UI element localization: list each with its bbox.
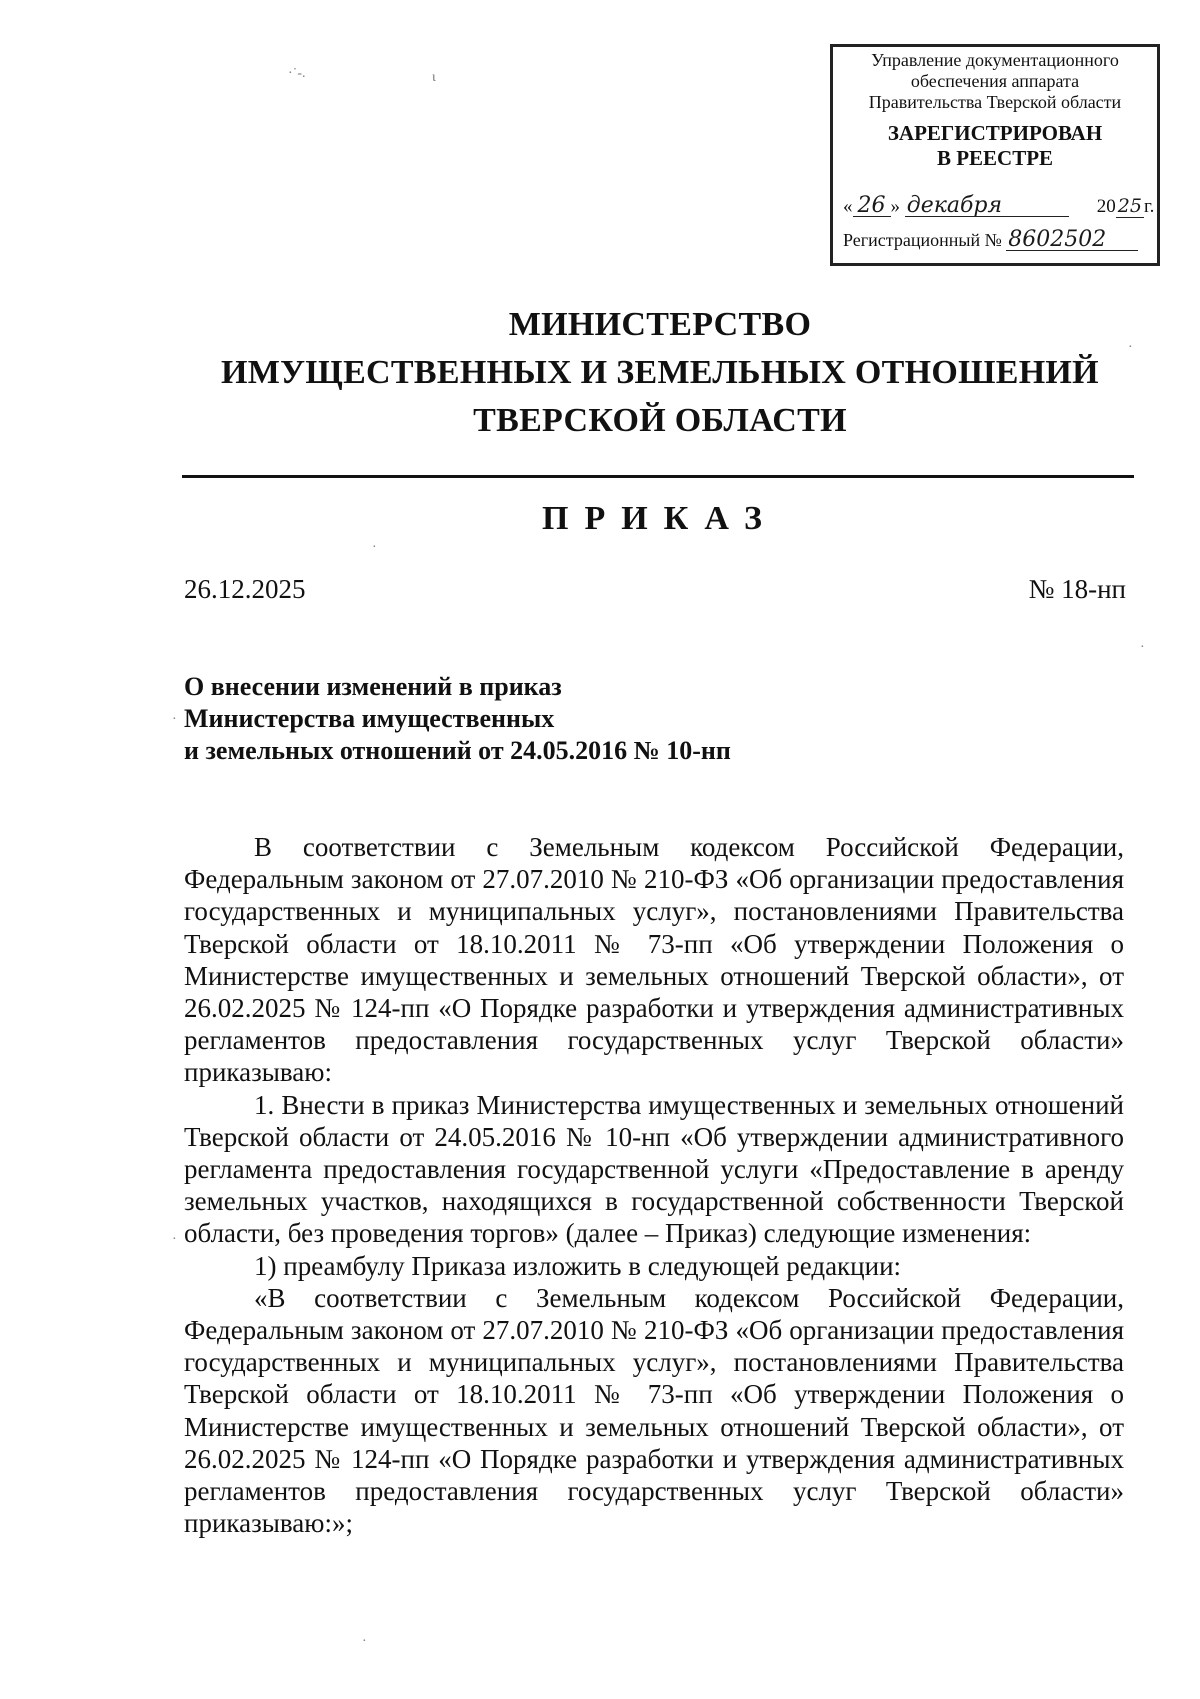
ministry-name-line3: ТВЕРСКОЙ ОБЛАСТИ <box>473 402 847 439</box>
stamp-registered-line1: ЗАРЕГИСТРИРОВАН <box>887 121 1103 145</box>
body-paragraph-preamble: В соответствии с Земельным кодексом Российской Федерации, Федеральным законом от 27.07.2010 № 210-ФЗ «Об организации предоставления государственных и муниципальных услуг», постановлениями Правительства Тверской области от 18.10.2011 № 73-пп «Об утверждении Положения о Министерстве имущественных и земельных отношений Тверской области», от 26.02.2025 № 124-пп «О Порядке разработки и утверждения административных регламентов предоставления государственных услуг Тверской области» приказываю: <box>184 832 1124 1088</box>
scan-mark: · <box>172 1232 177 1247</box>
stamp-date-day: 26 <box>853 195 891 217</box>
stamp-reg-number-line <box>843 229 1149 257</box>
ministry-name-line1: МИНИСТЕРСТВО <box>508 306 812 343</box>
document-subject <box>184 671 731 767</box>
stamp-date-year-suffix: 25 <box>1117 195 1142 217</box>
stamp-date: « 26 » декабря 20 25 г. <box>843 193 1155 218</box>
scan-mark: · <box>372 540 377 555</box>
stamp-reg-label: Регистрационный № <box>843 230 1002 250</box>
stamp-date-year-prefix: 20 <box>1096 196 1116 217</box>
scan-mark: ι <box>432 70 436 85</box>
body-paragraph-subitem-1: 1) преамбулу Приказа изложить в следующей редакции: <box>254 1250 902 1281</box>
subject-line2: Министерства имущественных <box>184 704 555 733</box>
stamp-registered <box>833 121 1157 171</box>
stamp-registered-line2: В РЕЕСТРЕ <box>936 146 1054 170</box>
stamp-org-line1: Управление документационного <box>871 50 1119 70</box>
stamp-organization <box>833 50 1157 113</box>
scan-mark: · <box>1128 340 1133 355</box>
stamp-date-year-end: г. <box>1143 196 1155 217</box>
document-body <box>184 831 1124 1539</box>
subject-line1: О внесении изменений в приказ <box>184 672 562 701</box>
scan-mark: · <box>362 1634 367 1649</box>
document-type-title: ПРИКАЗ <box>542 500 778 537</box>
stamp-org-line2: обеспечения аппарата <box>910 71 1080 91</box>
stamp-org-line3: Правительства Тверской области <box>868 92 1122 112</box>
subject-line3: и земельных отношений от 24.05.2016 № 10-нп <box>184 736 731 765</box>
registration-stamp <box>830 44 1160 266</box>
document-date: 26.12.2025 <box>184 574 306 604</box>
scan-mark: · <box>1140 640 1145 655</box>
scan-mark: · <box>172 712 177 727</box>
document-number: № 18-нп <box>1028 574 1126 604</box>
stamp-date-month: декабря <box>905 195 1069 217</box>
header-divider <box>182 475 1134 478</box>
scan-mark: ·˙-. <box>288 66 306 81</box>
body-paragraph-new-preamble: «В соответствии с Земельным кодексом Российской Федерации, Федеральным законом от 27.07.2010 № 210-ФЗ «Об организации предоставления государственных и муниципальных услуг», постановлениями Правительства Тверской области от 18.10.2011 № 73-пп «Об утверждении Положения о Министерстве имущественных и земельных отношений Тверской области», от 26.02.2025 № 124-пп «О Порядке разработки и утверждения административных регламентов предоставления государственных услуг Тверской области» приказываю:»; <box>184 1282 1124 1539</box>
ministry-name-line2: ИМУЩЕСТВЕННЫХ И ЗЕМЕЛЬНЫХ ОТНОШЕНИЙ <box>221 354 1099 391</box>
body-paragraph-item-1: 1. Внести в приказ Министерства имущественных и земельных отношений Тверской области от 24.05.2016 № 10-нп «Об утверждении административного регламента предоставления государственной услуги «Предоставление в аренду земельных участков, находящихся в государственной собственности Тверской области, без проведения торгов» (далее – Приказ) следующие изменения: <box>184 1089 1124 1249</box>
stamp-reg-number: 8602502 <box>1006 229 1138 251</box>
